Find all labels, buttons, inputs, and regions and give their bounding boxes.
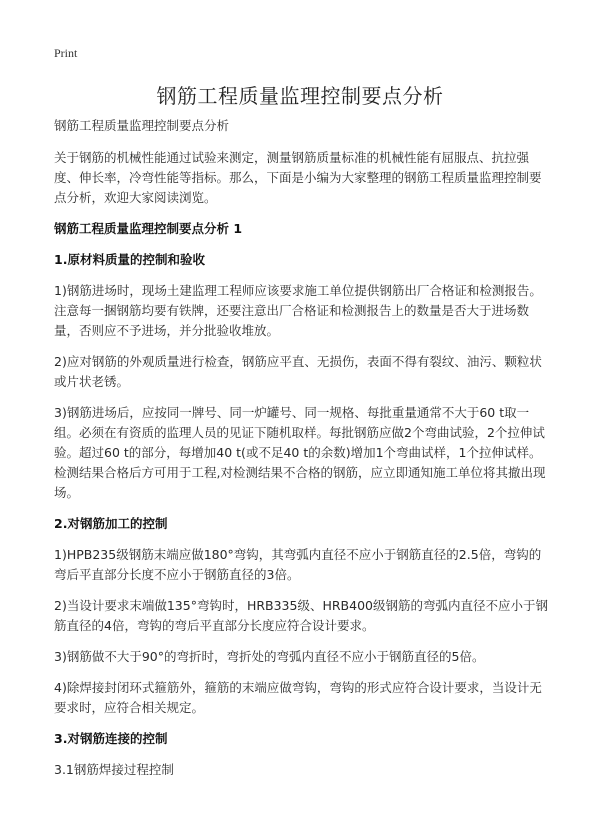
- print-link[interactable]: Print: [54, 46, 78, 60]
- part2-paragraph-4: 4)除焊接封闭环式箍筋外，箍筋的末端应做弯钩，弯钩的形式应符合设计要求，当设计无要求时，应符合相关规定。: [54, 680, 542, 715]
- article-body: [54, 116, 548, 791]
- part2-paragraph-3: 3)钢筋做不大于90°的弯折时，弯折处的弯弧内直径不应小于钢筋直径的5倍。: [54, 649, 485, 664]
- part1-paragraph-3: 3)钢筋进场后，应按同一牌号、同一炉罐号、同一规格、每批重量通常不大于60 t取一组。必须在有资质的监理人员的见证下随机取样。每批钢筋应做2个弯曲试验，2个拉伸试验。超过60 t的部分，每增加40 t(或不足40 t的余数)增加1个弯曲试样，1个拉伸试样。检测结果合格后方可用于工程,对检测结果不合格的钢筋，应立即通知施工单位将其撤出现场。: [54, 405, 546, 500]
- part1-paragraph-1: 1)钢筋进场时，现场土建监理工程师应该要求施工单位提供钢筋出厂合格证和检测报告。注意每一捆钢筋均要有铁牌，还要注意出厂合格证和检测报告上的数量是否大于进场数量，否则应不予进场，并分批验收堆放。: [54, 283, 542, 338]
- part2-paragraph-1: 1)HPB235级钢筋末端应做180°弯钩，其弯弧内直径不应小于钢筋直径的2.5倍，弯钩的弯后平直部分长度不应小于钢筋直径的3倍。: [54, 547, 542, 582]
- part2-heading: 2.对钢筋加工的控制: [54, 516, 168, 531]
- article-subtitle: 钢筋工程质量监理控制要点分析: [54, 118, 230, 133]
- part1-heading: 1.原材料质量的控制和验收: [54, 252, 205, 267]
- intro-paragraph: 关于钢筋的机械性能通过试验来测定，测量钢筋质量标准的机械性能有屈服点、抗拉强度、伸长率，冷弯性能等指标。那么，下面是小编为大家整理的钢筋工程质量监理控制要点分析，欢迎大家阅读浏览。: [54, 150, 542, 205]
- part1-paragraph-2: 2)应对钢筋的外观质量进行检查，钢筋应平直、无损伤，表面不得有裂纹、油污、颗粒状或片状老锈。: [54, 354, 542, 389]
- section-title: 钢筋工程质量监理控制要点分析 1: [54, 221, 243, 236]
- page-title: 钢筋工程质量监理控制要点分析: [156, 84, 444, 108]
- part3-paragraph-1: 3.1钢筋焊接过程控制: [54, 762, 174, 777]
- part2-paragraph-2: 2)当设计要求末端做135°弯钩时，HRB335级、HRB400级钢筋的弯弧内直径不应小于钢筋直径的4倍，弯钩的弯后平直部分长度应符合设计要求。: [54, 598, 548, 633]
- part3-heading: 3.对钢筋连接的控制: [54, 731, 168, 746]
